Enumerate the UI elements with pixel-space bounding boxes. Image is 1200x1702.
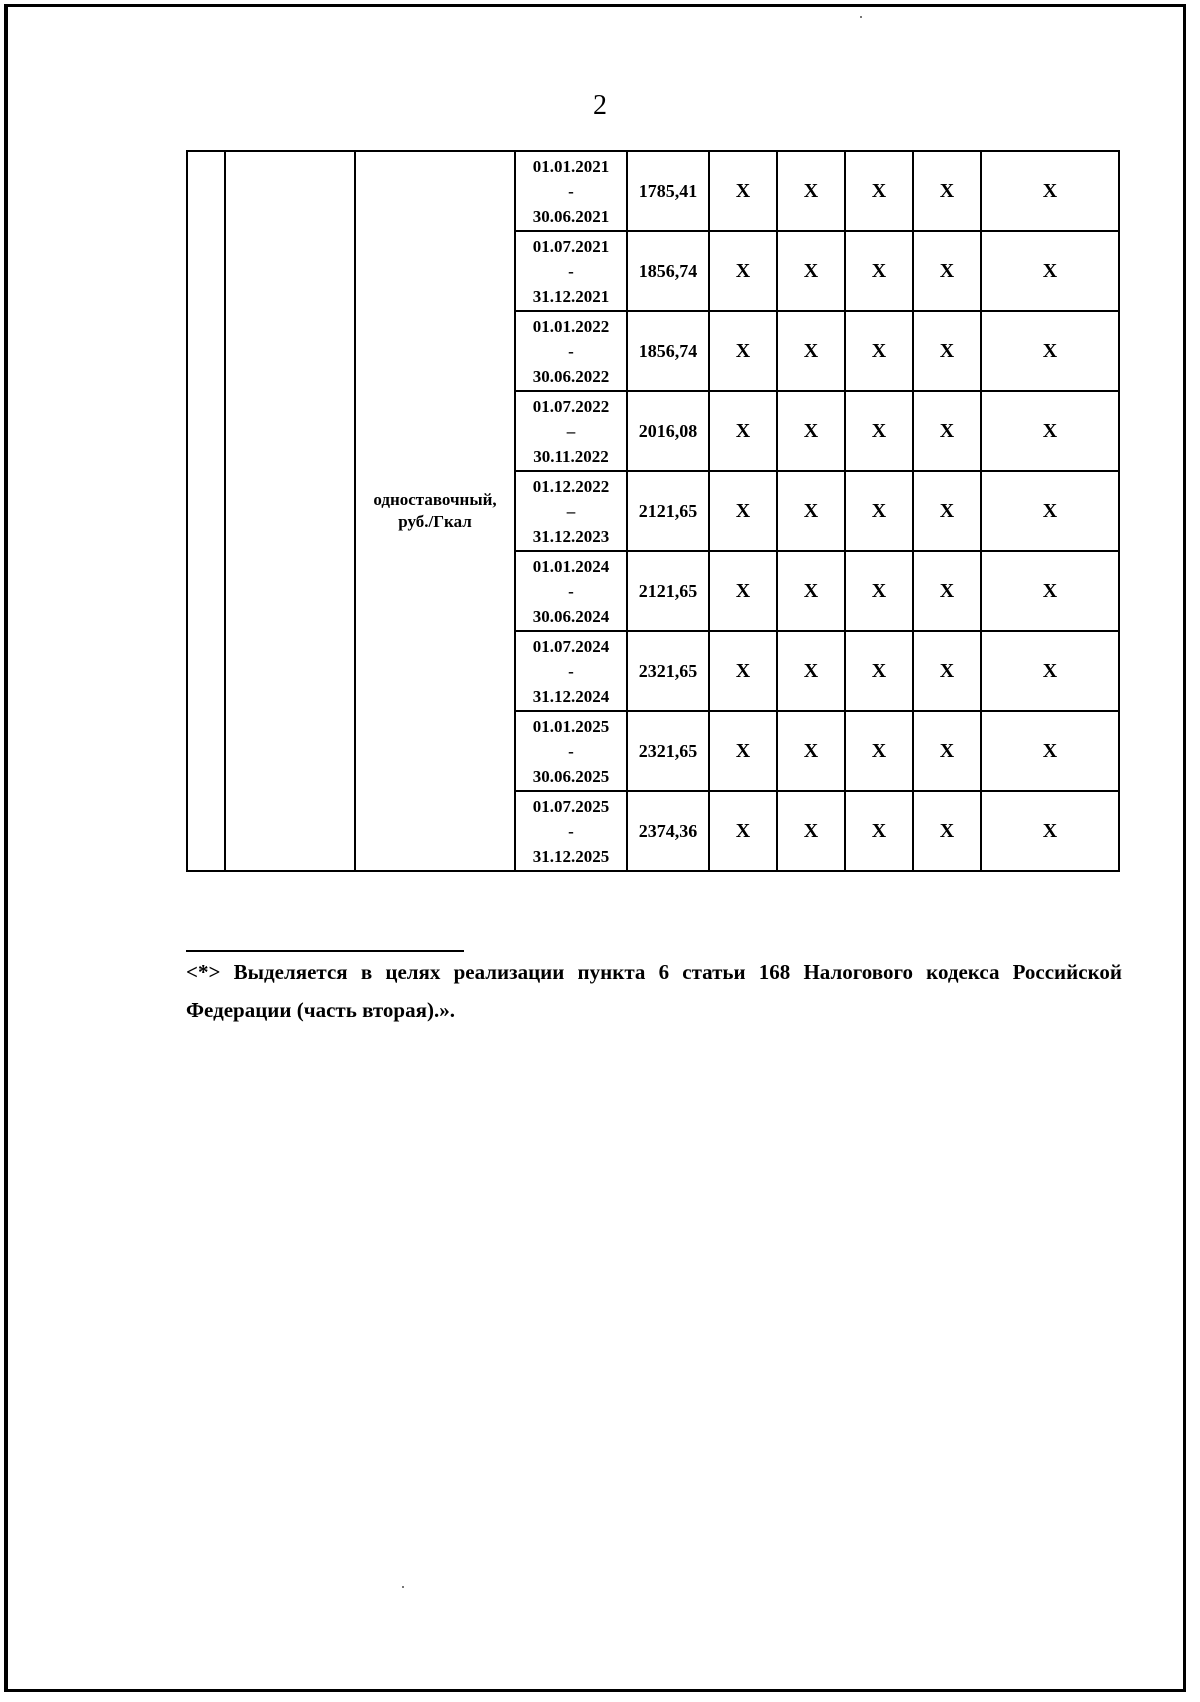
blank-cell-a [187,151,225,871]
x-mark-cell: X [709,151,777,231]
table-row [187,151,1119,231]
x-mark-cell: X [777,711,845,791]
x-mark-cell: X [845,471,913,551]
period-from: 01.01.2025 [532,716,610,736]
period-sep: - [568,741,574,761]
period-cell [515,311,627,391]
x-mark-cell: X [777,311,845,391]
x-mark-cell: X [913,711,981,791]
period-sep: - [568,341,574,361]
tariff-value-cell: 2121,65 [627,471,709,551]
period-cell [515,551,627,631]
period-to: 31.12.2021 [532,286,610,306]
period-from: 01.07.2025 [532,796,610,816]
period-sep: - [568,261,574,281]
page-number: 2 [593,90,607,121]
period-from: 01.01.2021 [532,156,610,176]
x-mark-cell: X [709,551,777,631]
period-from: 01.01.2022 [532,316,610,336]
x-mark-cell: X [913,391,981,471]
tariff-value-cell: 2016,08 [627,391,709,471]
period-to: 30.06.2021 [532,206,610,226]
period-to: 30.11.2022 [533,446,609,466]
x-mark-cell: X [845,551,913,631]
x-mark-cell: X [981,391,1119,471]
x-mark-cell: X [777,631,845,711]
x-mark-cell: X [981,631,1119,711]
x-mark-cell: X [845,711,913,791]
x-mark-cell: X [981,231,1119,311]
x-mark-cell: X [709,311,777,391]
x-mark-cell: X [845,791,913,871]
x-mark-cell: X [913,791,981,871]
x-mark-cell: X [709,471,777,551]
period-from: 01.12.2022 [532,476,610,496]
x-mark-cell: X [709,391,777,471]
period-sep: - [568,181,574,201]
x-mark-cell: X [981,791,1119,871]
x-mark-cell: X [845,631,913,711]
tariff-value-cell: 1856,74 [627,231,709,311]
x-mark-cell: X [981,311,1119,391]
x-mark-cell: X [913,231,981,311]
scan-speck [402,1586,404,1588]
x-mark-cell: X [709,631,777,711]
period-from: 01.01.2024 [532,556,610,576]
period-to: 31.12.2025 [532,846,610,866]
x-mark-cell: X [913,551,981,631]
period-cell [515,631,627,711]
x-mark-cell: X [913,151,981,231]
x-mark-cell: X [845,151,913,231]
period-cell [515,711,627,791]
x-mark-cell: X [777,151,845,231]
period-sep: - [568,821,574,841]
period-to: 31.12.2023 [532,526,610,546]
x-mark-cell: X [913,311,981,391]
tariff-table [186,150,1120,872]
period-to: 30.06.2025 [532,766,610,786]
period-to: 30.06.2022 [532,366,610,386]
tariff-value-cell: 2121,65 [627,551,709,631]
period-to: 30.06.2024 [532,606,610,626]
x-mark-cell: X [777,471,845,551]
x-mark-cell: X [777,231,845,311]
period-sep: – [566,421,576,441]
period-sep: - [568,581,574,601]
period-cell [515,151,627,231]
tariff-value-cell: 2321,65 [627,711,709,791]
period-sep: – [566,501,576,521]
footnote-divider [186,950,464,952]
tariff-value-cell: 1785,41 [627,151,709,231]
tariff-value-cell: 2374,36 [627,791,709,871]
x-mark-cell: X [709,791,777,871]
footnote-text: <*> Выделяется в целях реализации пункта 6 статьи 168 Налогового кодекса Российской Федерации (часть вторая).». [186,960,1122,1022]
x-mark-cell: X [913,631,981,711]
period-from: 01.07.2022 [532,396,610,416]
x-mark-cell: X [981,711,1119,791]
tariff-value-cell: 1856,74 [627,311,709,391]
tariff-type-cell: одноставочный, руб./Гкал [355,151,515,871]
period-cell [515,471,627,551]
period-cell [515,231,627,311]
x-mark-cell: X [777,551,845,631]
tariff-table-body [187,151,1119,871]
tariff-value-cell: 2321,65 [627,631,709,711]
x-mark-cell: X [913,471,981,551]
period-cell [515,791,627,871]
period-sep: - [568,661,574,681]
x-mark-cell: X [709,231,777,311]
x-mark-cell: X [981,551,1119,631]
x-mark-cell: X [981,471,1119,551]
period-to: 31.12.2024 [532,686,610,706]
period-cell [515,391,627,471]
x-mark-cell: X [845,231,913,311]
x-mark-cell: X [709,711,777,791]
x-mark-cell: X [777,791,845,871]
x-mark-cell: X [777,391,845,471]
blank-cell-b [225,151,355,871]
x-mark-cell: X [981,151,1119,231]
period-from: 01.07.2024 [532,636,610,656]
x-mark-cell: X [845,391,913,471]
x-mark-cell: X [845,311,913,391]
period-from: 01.07.2021 [532,236,610,256]
scan-speck [860,16,862,18]
